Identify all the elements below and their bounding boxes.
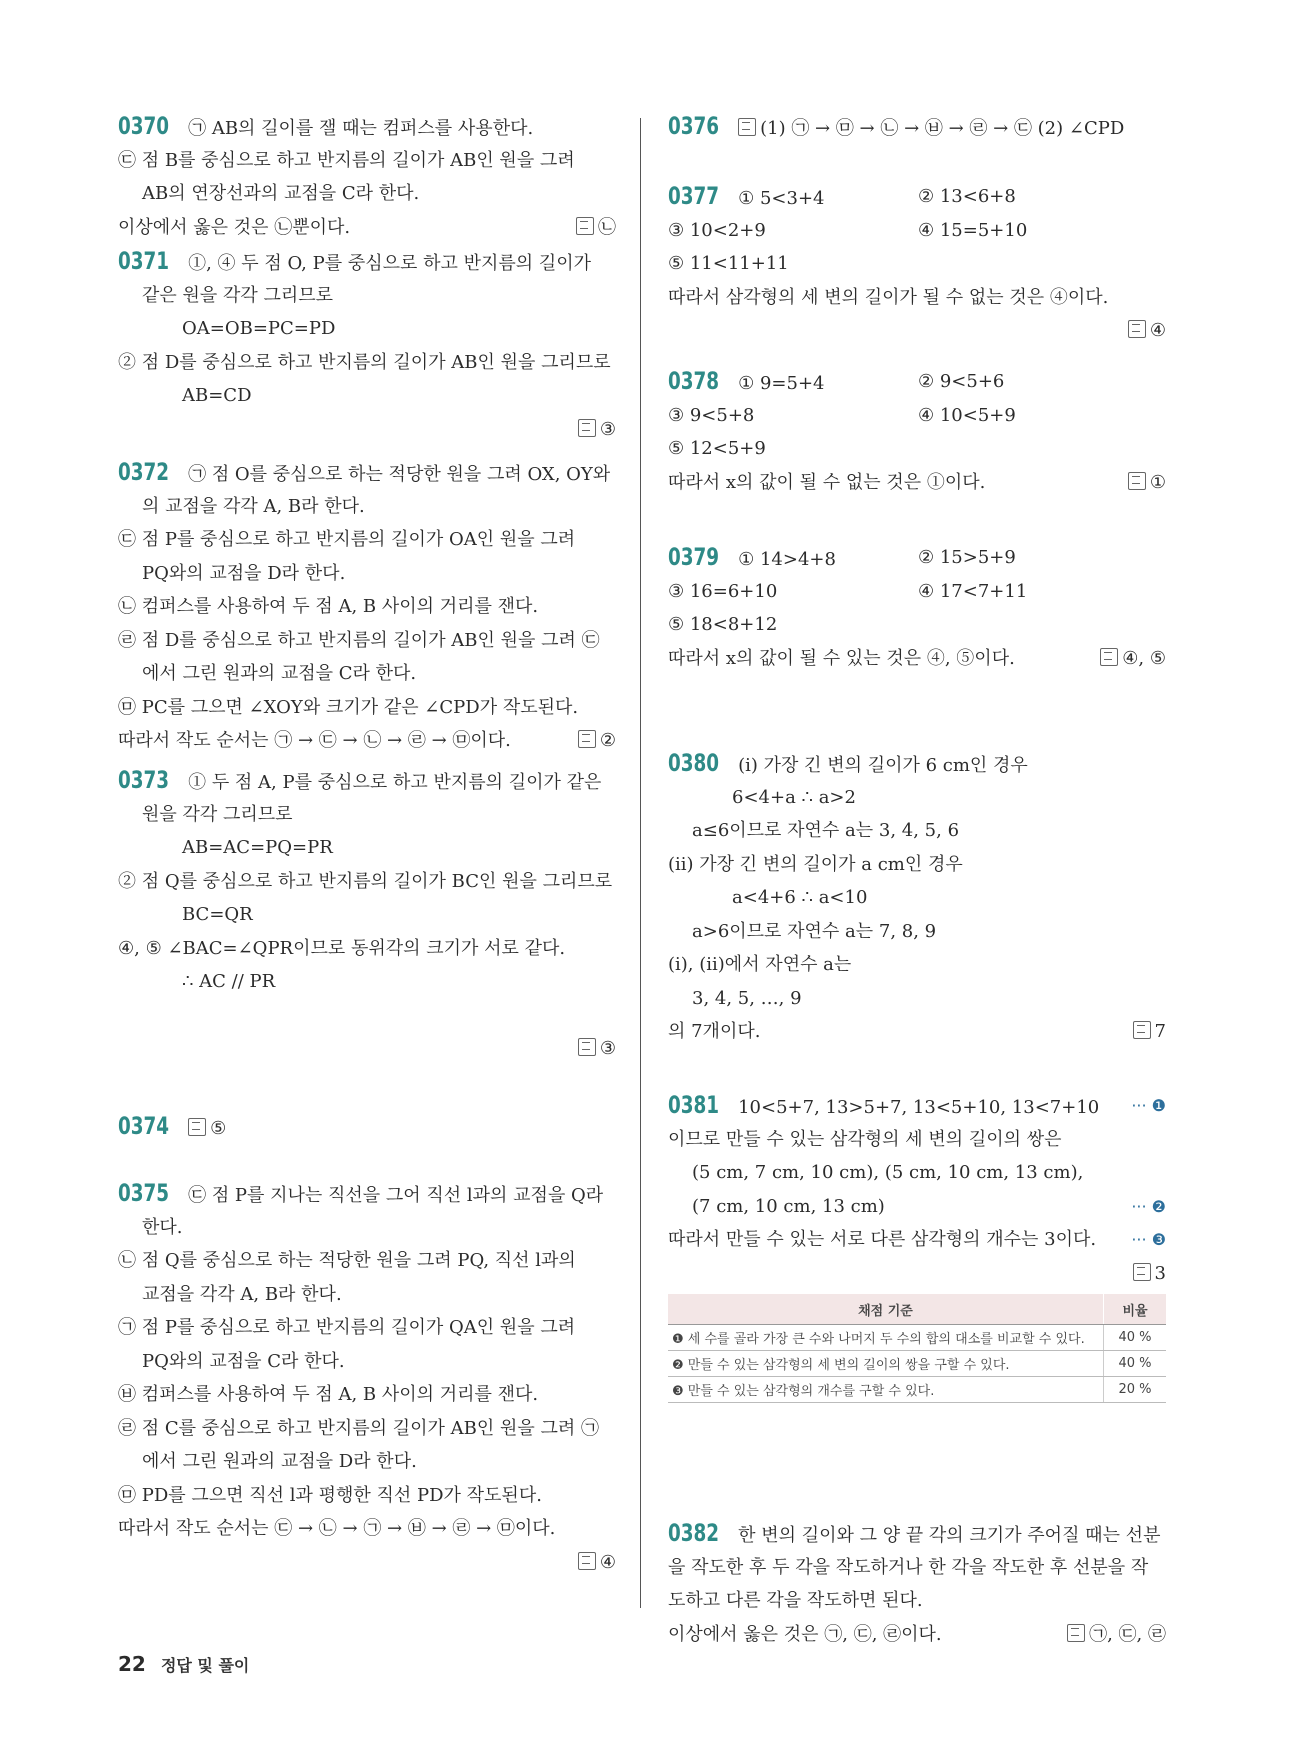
problem-number: 0375 [118, 1179, 170, 1207]
answer: ④, ⑤ [1100, 642, 1166, 676]
scoring-table [668, 1294, 1166, 1403]
problem-0381: 0381 10<5+7, 13>5+7, 13<5+10, 13<7+10 ··· ❶ 이므로 만들 수 있는 삼각형의 세 변의 길이의 쌍은 (5 cm, 7 cm, 10 cm), (5 cm, 10 cm, 13 cm), (7 cm, 10 cm, 13 cm) ··· ❷ 따라서 만들 수 있는 서로 다른 삼각형의 개수는 3이다. ··· ❸ 3 채점 기준 비율 ❶ 세 수를 골라 가장 큰 수와 나머지 두 수의 합의 대소를 비교할 수 있다. 40 % ❷ 만들 수 있는 삼각형의 세 변의 길이의 쌍을 구할 수 있다. 40 % ❸ 만들 수 있는 삼각형의 개수를 구할 수 있다. 20 % [668, 1089, 1166, 1290]
step-marker: ··· ❶ [1131, 1096, 1166, 1115]
problem-number: 0379 [668, 543, 720, 571]
answer: ④ [578, 1546, 616, 1580]
problem-number: 0370 [118, 112, 170, 140]
problem-0380: 0380 (ⅰ) 가장 긴 변의 길이가 6 cm인 경우 6<4+a ∴ a>2 a≤6이므로 자연수 a는 3, 4, 5, 6 (ⅱ) 가장 긴 변의 길이가 a cm인 경우 a<4+6 ∴ a<10 a>6이므로 자연수 a는 7, 8, 9 (ⅰ), (ⅱ)에서 자연수 a는 3, 4, 5, …, 9 의 7개이다. 7 [668, 747, 1166, 1049]
scoring-header: 채점 기준 [668, 1294, 1104, 1325]
problem-0379: 0379 ① 14>4+8 ② 15>5+9 ③ 16=6+10 ④ 17<7+11 ⑤ 18<8+12 따라서 x의 값이 될 수 있는 것은 ④, ⑤이다. ④, ⑤ [668, 541, 1166, 675]
answer-icon [1128, 320, 1146, 338]
answer: ③ [578, 1032, 616, 1066]
problem-0372: 0372 ㉠ 점 O를 중심으로 하는 적당한 원을 그려 OX, OY와 의 교점을 각각 A, B라 한다. ㉢ 점 P를 중심으로 하고 반지름의 길이가 OA인 원을 그려 PQ와의 교점을 D라 한다. ㉡ 컴퍼스를 사용하여 두 점 A, B 사이의 거리를 잰다. ㉣ 점 D를 중심으로 하고 반지름의 길이가 AB인 원을 그려 ㉢ 에서 그린 원과의 교점을 C라 한다. ㉤ PC를 그으면 ∠XOY와 크기가 같은 ∠CPD가 작도된다. 따라서 작도 순서는 ㉠ → ㉢ → ㉡ → ㉣ → ㉤이다. ② [118, 456, 616, 758]
problem-number: 0374 [118, 1112, 170, 1140]
problem-number: 0372 [118, 458, 170, 486]
problem-0376: 0376 (1) ㉠ → ㉤ → ㉡ → ㉥ → ㉣ → ㉢ (2) ∠CPD [668, 110, 1166, 144]
answer: ㉡ [576, 211, 616, 245]
answer-icon [1133, 1021, 1151, 1039]
answer-icon [578, 419, 596, 437]
step-marker: ··· ❸ [1131, 1230, 1166, 1249]
problem-number: 0381 [668, 1091, 720, 1119]
answer: ① [1128, 466, 1166, 500]
answer-icon [738, 118, 756, 136]
step-marker: ··· ❷ [1131, 1196, 1166, 1216]
answer: ④ [1128, 314, 1166, 348]
problem-0371: 0371 ①, ④ 두 점 O, P를 중심으로 하고 반지름의 길이가 같은 원을 각각 그리므로 OA=OB=PC=PD ② 점 D를 중심으로 하고 반지름의 길이가 AB인 원을 그리므로 AB=CD ③ [118, 245, 616, 446]
answer-icon [1133, 1263, 1151, 1281]
problem-number: 0378 [668, 367, 720, 395]
ratio-header: 비율 [1104, 1294, 1167, 1325]
problem-number: 0380 [668, 749, 720, 777]
table-row: ❶ 세 수를 골라 가장 큰 수와 나머지 두 수의 합의 대소를 비교할 수 있다. 40 % [668, 1325, 1166, 1351]
problem-0377: 0377 ① 5<3+4 ② 13<6+8 ③ 10<2+9 ④ 15=5+10 ⑤ 11<11+11 따라서 삼각형의 세 변의 길이가 될 수 없는 것은 ④이다. ④ [668, 180, 1166, 348]
answer-icon [578, 730, 596, 748]
problem-number: 0376 [668, 112, 720, 140]
problem-0373: 0373 ① 두 점 A, P를 중심으로 하고 반지름의 길이가 같은 원을 각각 그리므로 AB=AC=PQ=PR ② 점 Q를 중심으로 하고 반지름의 길이가 BC인 원을 그리므로 BC=QR ④, ⑤ ∠BAC=∠QPR이므로 동위각의 크기가 서로 같다. ∴ AC // PR ③ [118, 764, 616, 1066]
footer-label: 정답 및 풀이 [160, 1656, 250, 1675]
problem-number: 0377 [668, 182, 720, 210]
answer-icon [576, 217, 594, 235]
table-row: ❷ 만들 수 있는 삼각형의 세 변의 길이의 쌍을 구할 수 있다. 40 % [668, 1351, 1166, 1377]
problem-0374: 0374 ⑤ [118, 1110, 616, 1144]
answer: 3 [1133, 1257, 1166, 1291]
table-row: ❸ 만들 수 있는 삼각형의 개수를 구할 수 있다. 20 % [668, 1377, 1166, 1403]
answer-icon [1100, 648, 1118, 666]
problem-number: 0373 [118, 766, 170, 794]
answer: ② [578, 724, 616, 758]
answer-icon [578, 1552, 596, 1570]
problem-0370: 0370 ㉠ AB의 길이를 잴 때는 컴퍼스를 사용한다. ㉢ 점 B를 중심으로 하고 반지름의 길이가 AB인 원을 그려 AB의 연장선과의 교점을 C라 한다. 이상에서 옳은 것은 ㉡뿐이다. ㉡ [118, 110, 616, 244]
problem-0378: 0378 ① 9=5+4 ② 9<5+6 ③ 9<5+8 ④ 10<5+9 ⑤ 12<5+9 따라서 x의 값이 될 수 없는 것은 ①이다. ① [668, 365, 1166, 499]
answer-icon [578, 1038, 596, 1056]
problem-0382: 0382 한 변의 길이와 그 양 끝 각의 크기가 주어질 때는 선분 을 작도한 후 두 각을 작도하거나 한 각을 작도한 후 선분을 작 도하고 다른 각을 작도하면 된다. 이상에서 옳은 것은 ㉠, ㉢, ㉣이다. ㉠, ㉢, ㉣ [668, 1517, 1166, 1651]
column-divider [640, 118, 641, 1608]
answer: ③ [578, 413, 616, 447]
answer: ㉠, ㉢, ㉣ [1067, 1618, 1166, 1652]
page-footer [118, 1652, 249, 1676]
answer-icon [1128, 472, 1146, 490]
problem-number: 0371 [118, 247, 170, 275]
answer: 7 [1133, 1015, 1166, 1049]
problem-0375: 0375 ㉢ 점 P를 지나는 직선을 그어 직선 l과의 교점을 Q라 한다. ㉡ 점 Q를 중심으로 하는 적당한 원을 그려 PQ, 직선 l과의 교점을 각각 A, B라 한다. ㉠ 점 P를 중심으로 하고 반지름의 길이가 QA인 원을 그려 PQ와의 교점을 C라 한다. ㉥ 컴퍼스를 사용하여 두 점 A, B 사이의 거리를 잰다. ㉣ 점 C를 중심으로 하고 반지름의 길이가 AB인 원을 그려 ㉠ 에서 그린 원과의 교점을 D라 한다. ㉤ PD를 그으면 직선 l과 평행한 직선 PD가 작도된다. 따라서 작도 순서는 ㉢ → ㉡ → ㉠ → ㉥ → ㉣ → ㉤이다. ④ [118, 1177, 616, 1579]
problem-number: 0382 [668, 1519, 720, 1547]
page-number: 22 [118, 1652, 146, 1676]
answer-icon [1067, 1624, 1085, 1642]
answer-icon [188, 1118, 206, 1136]
